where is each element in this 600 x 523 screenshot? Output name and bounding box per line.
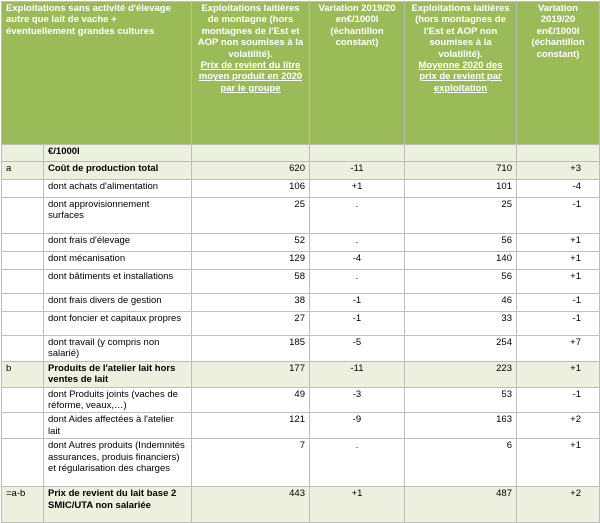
row-variation-2: +1: [517, 252, 600, 270]
table-row-total-cost: [2, 162, 600, 180]
header-row: [2, 2, 600, 145]
row-value-mountain: 185: [192, 336, 310, 362]
table-row: [2, 198, 600, 234]
row-variation-1: .: [310, 270, 405, 294]
row-variation-2: -1: [517, 387, 600, 413]
row-value-mountain: 620: [192, 162, 310, 180]
row-value-dairy: 223: [405, 361, 517, 387]
row-variation-1: -11: [310, 361, 405, 387]
row-variation-1: -11: [310, 162, 405, 180]
row-variation-1: -4: [310, 252, 405, 270]
row-value-mountain: 52: [192, 234, 310, 252]
row-variation-2: +2: [517, 487, 600, 523]
row-variation-2: -4: [517, 180, 600, 198]
row-variation-1: -1: [310, 312, 405, 336]
row-value-dairy: 6: [405, 439, 517, 487]
row-variation-1: .: [310, 439, 405, 487]
row-value-mountain: 177: [192, 361, 310, 387]
row-value-mountain: 443: [192, 487, 310, 523]
row-variation-2: +1: [517, 270, 600, 294]
row-label: dont Aides affectées à l'atelier lait: [44, 413, 192, 439]
row-code: [2, 312, 44, 336]
table-row: [2, 270, 600, 294]
row-code: [2, 439, 44, 487]
unit-empty-cell: [310, 145, 405, 162]
table-row: [2, 294, 600, 312]
row-value-dairy: 25: [405, 198, 517, 234]
row-label: dont mécanisation: [44, 252, 192, 270]
header-farm-type: Exploitations sans activité d'élevage autre que lait de vache + éventuellement grandes cultures: [2, 2, 192, 145]
row-label: dont frais d'élevage: [44, 234, 192, 252]
row-variation-1: .: [310, 198, 405, 234]
table-row: [2, 180, 600, 198]
row-value-dairy: 101: [405, 180, 517, 198]
header-mountain-farms-title: Exploitations laitières de montagne (hors montagnes de l'Est et AOP non soumises à la volatilité).: [197, 3, 304, 60]
row-label: dont bâtiments et installations: [44, 270, 192, 294]
row-label: dont foncier et capitaux propres: [44, 312, 192, 336]
table-row: [2, 336, 600, 362]
row-code: b: [2, 361, 44, 387]
header-mountain-farms: [192, 2, 310, 145]
row-value-dairy: 710: [405, 162, 517, 180]
row-variation-2: -1: [517, 312, 600, 336]
table-row-cost-price: [2, 487, 600, 523]
row-label: Prix de revient du lait base 2 SMIC/UTA non salariée: [44, 487, 192, 523]
row-code: [2, 180, 44, 198]
row-variation-2: +3: [517, 162, 600, 180]
row-code: [2, 252, 44, 270]
row-value-dairy: 46: [405, 294, 517, 312]
row-value-dairy: 163: [405, 413, 517, 439]
row-code: =a-b: [2, 487, 44, 523]
table-row: [2, 413, 600, 439]
table-row: [2, 439, 600, 487]
header-mountain-farms-subtitle: Prix de revient du litre moyen produit en 2020 par le groupe: [198, 59, 303, 94]
unit-empty-cell: [405, 145, 517, 162]
unit-row: [2, 145, 600, 162]
row-label: dont frais divers de gestion: [44, 294, 192, 312]
row-variation-2: -1: [517, 294, 600, 312]
row-code: [2, 336, 44, 362]
row-variation-1: +1: [310, 487, 405, 523]
row-variation-1: -9: [310, 413, 405, 439]
row-code: [2, 413, 44, 439]
table-row: [2, 312, 600, 336]
row-code: [2, 387, 44, 413]
row-value-dairy: 140: [405, 252, 517, 270]
row-label: Coût de production total: [44, 162, 192, 180]
row-value-mountain: 49: [192, 387, 310, 413]
table-row-other-products: [2, 361, 600, 387]
unit-empty-cell: [192, 145, 310, 162]
table-row: [2, 234, 600, 252]
row-value-mountain: 58: [192, 270, 310, 294]
row-variation-2: +1: [517, 439, 600, 487]
row-value-dairy: 33: [405, 312, 517, 336]
row-variation-1: -3: [310, 387, 405, 413]
row-variation-2: +2: [517, 413, 600, 439]
row-variation-2: +1: [517, 234, 600, 252]
row-value-mountain: 27: [192, 312, 310, 336]
unit-code-cell: [2, 145, 44, 162]
row-label: Produits de l'atelier lait hors ventes de lait: [44, 361, 192, 387]
row-variation-1: -5: [310, 336, 405, 362]
row-value-dairy: 254: [405, 336, 517, 362]
row-value-mountain: 129: [192, 252, 310, 270]
row-label: dont Produits joints (vaches de réforme, veaux,…): [44, 387, 192, 413]
row-variation-1: +1: [310, 180, 405, 198]
row-variation-2: +1: [517, 361, 600, 387]
row-value-dairy: 487: [405, 487, 517, 523]
header-dairy-farms-subtitle: Moyenne 2020 des prix de revient par exploitation: [418, 59, 503, 94]
unit-label: €/1000l: [44, 145, 192, 162]
row-label: dont achats d'alimentation: [44, 180, 192, 198]
row-value-mountain: 25: [192, 198, 310, 234]
unit-empty-cell: [517, 145, 600, 162]
header-dairy-farms-title: Exploitations laitières (hors montagnes de l'Est et AOP non soumises à la volatilité).: [411, 3, 510, 60]
row-value-mountain: 7: [192, 439, 310, 487]
row-value-dairy: 56: [405, 234, 517, 252]
row-label: dont Autres produits (Indemnités assurances, produis financiers) et régularisation des charges: [44, 439, 192, 487]
row-value-mountain: 121: [192, 413, 310, 439]
row-label: dont travail (y compris non salarié): [44, 336, 192, 362]
row-variation-1: -1: [310, 294, 405, 312]
row-value-mountain: 106: [192, 180, 310, 198]
row-code: [2, 198, 44, 234]
row-code: a: [2, 162, 44, 180]
row-value-dairy: 53: [405, 387, 517, 413]
row-variation-1: .: [310, 234, 405, 252]
row-variation-2: -1: [517, 198, 600, 234]
row-value-mountain: 38: [192, 294, 310, 312]
header-dairy-farms: [405, 2, 517, 145]
row-code: [2, 234, 44, 252]
row-variation-2: +7: [517, 336, 600, 362]
header-variation-1: Variation 2019/20 en€/1000l (échantillon constant): [310, 2, 405, 145]
cost-table: [1, 1, 600, 523]
table-row: [2, 252, 600, 270]
row-label: dont approvisionnement surfaces: [44, 198, 192, 234]
table-row: [2, 387, 600, 413]
row-value-dairy: 56: [405, 270, 517, 294]
row-code: [2, 270, 44, 294]
row-code: [2, 294, 44, 312]
header-variation-2: Variation 2019/20 en€/1000l (échantillon constant): [517, 2, 600, 145]
